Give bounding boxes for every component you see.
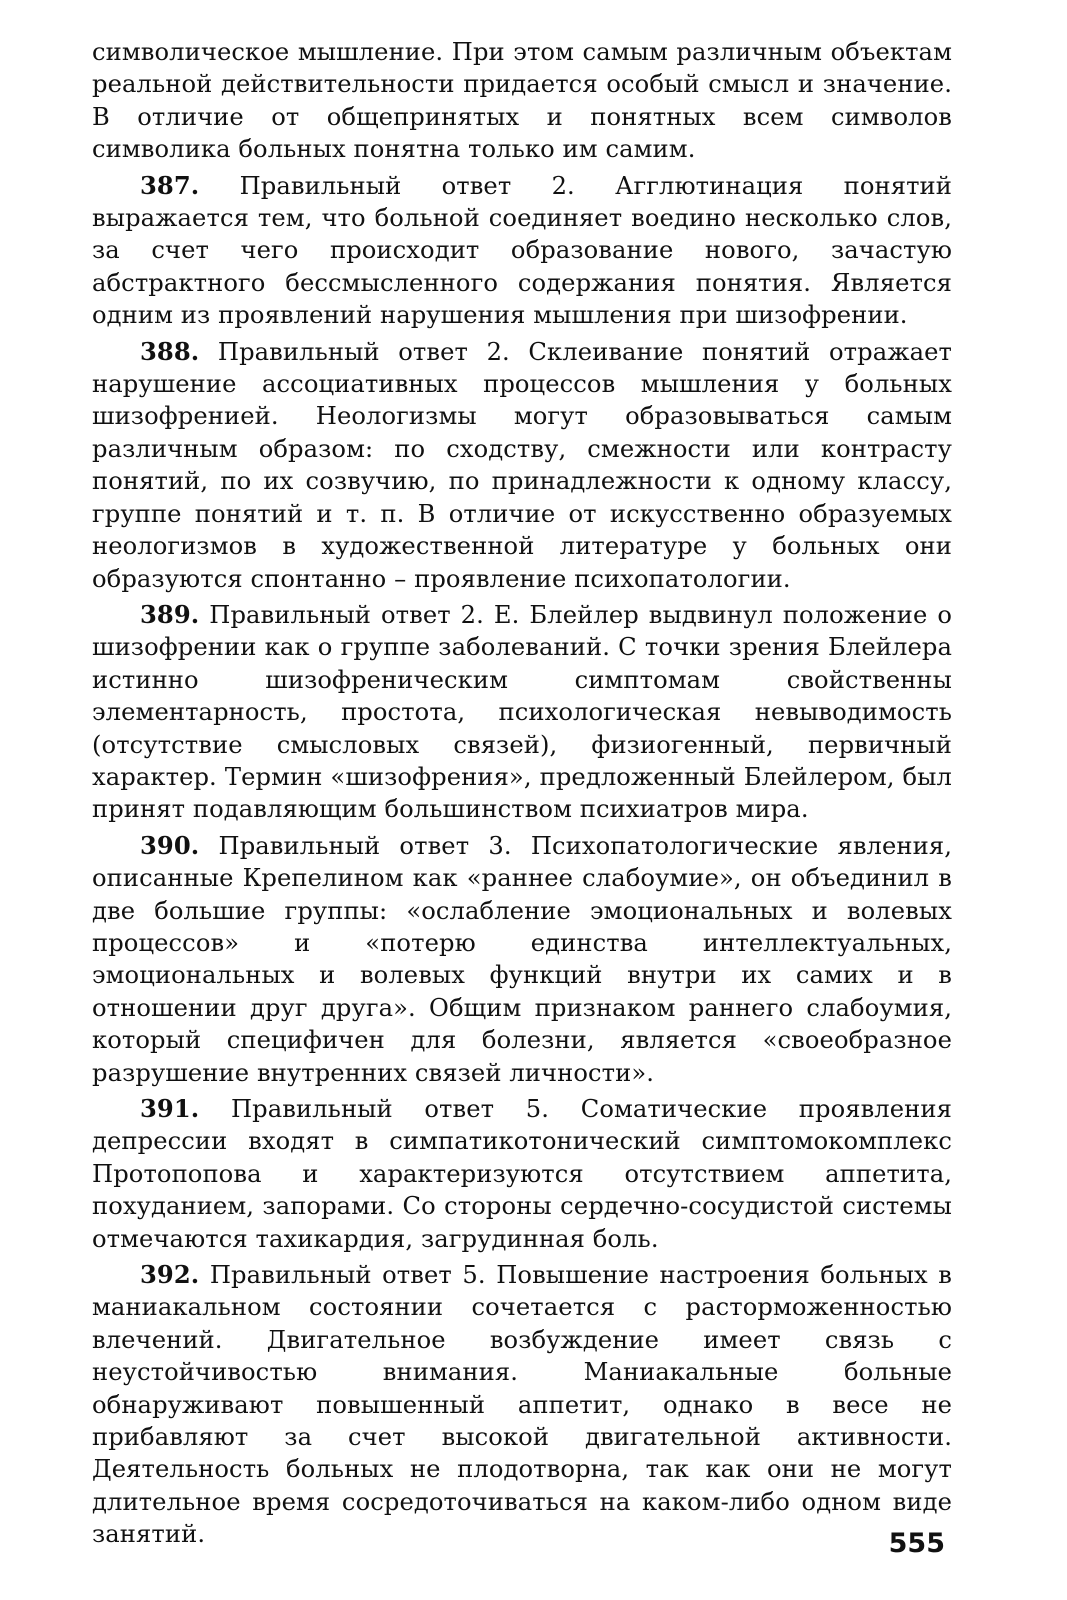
page-number: 555 (888, 1528, 945, 1559)
answer-391 (92, 1093, 952, 1255)
answer-text: Правильный ответ 2. Агглютинация понятий выражается тем, что больной соединяет воедино несколько слов, за счет чего происходит образование нового, зачастую абстрактного бессмысленного содержания понятия. Является одним из проявлений нарушения мышления при шизофрении. (92, 171, 952, 330)
answer-number: 388. (140, 336, 200, 366)
answer-389 (92, 599, 952, 826)
answer-number: 390. (140, 830, 200, 860)
answer-number: 389. (140, 599, 200, 629)
answer-390 (92, 830, 952, 1089)
answer-388 (92, 336, 952, 595)
answer-text: Правильный ответ 3. Психопатологические явления, описанные Крепелином как «раннее слабоумие», он объединил в две большие группы: «ослабление эмоциональных и волевых процессов» и «потерю единства интеллектуальных, эмоциональных и волевых функций внутри их самих и в отношении друг друга». Общим признаком раннего слабоумия, который специфичен для болезни, является «своеобразное разрушение внутренних связей личности». (92, 831, 953, 1087)
answer-number: 387. (140, 170, 200, 200)
answer-387 (92, 170, 952, 332)
answer-text: Правильный ответ 5. Соматические проявления депрессии входят в симпатикотонический симптомокомплекс Протопопова и характеризуются отсутствием аппетита, похуданием, запорами. Со стороны сердечно-сосудистой системы отмечаются тахикардия, загрудинная боль. (92, 1095, 952, 1253)
answer-text: Правильный ответ 2. Склеивание понятий отражает нарушение ассоциативных процессов мышления у больных шизофренией. Неологизмы могут образовываться самым различным образом: по сходству, смежности или контрасту понятий, по их созвучию, по принадлежности к одному классу, группе понятий и т. п. В отличие от искусственно образуемых неологизмов в художественной литературе у больных они образуются спонтанно – проявление психопатологии. (92, 337, 952, 593)
answer-text: Правильный ответ 5. Повышение настроения больных в маниакальном состоянии сочетается с расторможенностью влечений. Двигательное возбуждение имеет связь с неустойчивостью внимания. Маниакальные больные обнаруживают повышенный аппетит, однако в весе не прибавляют за счет высокой двигательной активности. Деятельность больных не плодотворна, так как они не могут длительное время сосредоточиваться на каком-либо одном виде занятий. (92, 1261, 952, 1549)
answer-392 (92, 1259, 952, 1551)
answer-number: 392. (140, 1260, 200, 1290)
continuation-paragraph: символическое мышление. При этом самым различным объектам реальной действительности придается особый смысл и значение. В отличие от общепринятых и понятных всем символов символика больных понятна только им самим. (92, 38, 952, 164)
page-body (92, 36, 952, 1551)
answer-number: 391. (140, 1094, 200, 1123)
answer-text: Правильный ответ 2. Е. Блейлер выдвинул положение о шизофрении как о группе заболеваний. С точки зрения Блейлера истинно шизофреническим симптомам свойственны элементарность, простота, психологическая невыводимость (отсутствие смысловых связей), физиогенный, первичный характер. Термин «шизофрения», предложенный Блейлером, был принят подавляющим большинством психиатров мира. (92, 600, 952, 824)
